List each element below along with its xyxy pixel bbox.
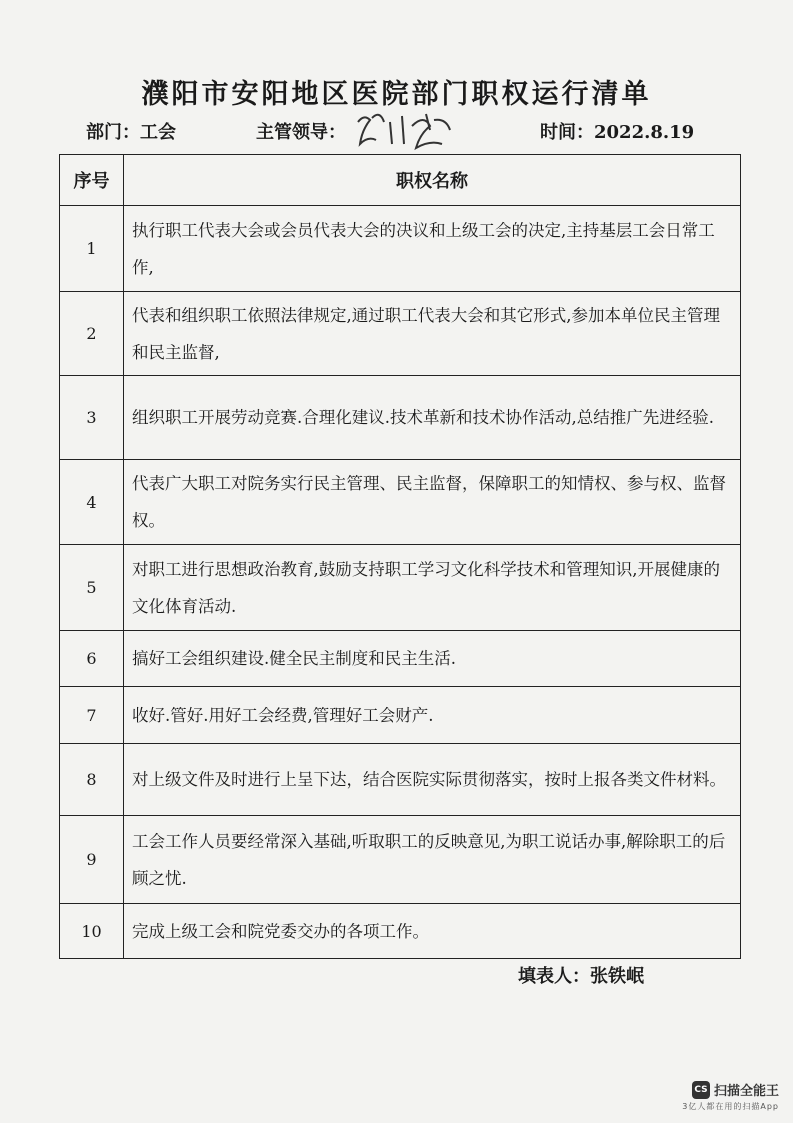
authority-table bbox=[59, 154, 741, 959]
header-authority-name: 职权名称 bbox=[124, 155, 741, 206]
camscanner-logo-icon: CS bbox=[692, 1081, 710, 1099]
table-row bbox=[60, 376, 741, 460]
scanner-watermark bbox=[682, 1080, 779, 1112]
table-row bbox=[60, 687, 741, 744]
table-row bbox=[60, 904, 741, 959]
row-number: 7 bbox=[60, 687, 124, 744]
form-filler: 填表人：张铁岷 bbox=[518, 966, 644, 987]
row-text: 对上级文件及时进行上呈下达，结合医院实际贯彻落实，按时上报各类文件材料。 bbox=[124, 744, 741, 816]
row-text: 代表和组织职工依照法律规定,通过职工代表大会和其它形式,参加本单位民主管理和民主监督, bbox=[124, 292, 741, 376]
document-title: 濮阳市安阳地区医院部门职权运行清单 bbox=[141, 79, 652, 110]
row-text: 完成上级工会和院党委交办的各项工作。 bbox=[124, 904, 741, 959]
supervisor-label: 主管领导： bbox=[256, 122, 346, 143]
row-text: 代表广大职工对院务实行民主管理、民主监督，保障职工的知情权、参与权、监督权。 bbox=[124, 460, 741, 545]
row-text: 执行职工代表大会或会员代表大会的决议和上级工会的决定,主持基层工会日常工作, bbox=[124, 206, 741, 292]
row-number: 6 bbox=[60, 631, 124, 687]
watermark-tagline: 3亿人都在用的扫描App bbox=[682, 1102, 779, 1111]
watermark-brand: 扫描全能王 bbox=[713, 1084, 779, 1099]
table-row bbox=[60, 292, 741, 376]
row-number: 10 bbox=[60, 904, 124, 959]
table-row bbox=[60, 631, 741, 687]
row-number: 4 bbox=[60, 460, 124, 545]
row-number: 8 bbox=[60, 744, 124, 816]
row-text: 工会工作人员要经常深入基础,听取职工的反映意见,为职工说话办事,解除职工的后顾之忧. bbox=[124, 816, 741, 904]
row-text: 搞好工会组织建设.健全民主制度和民主生活. bbox=[124, 631, 741, 687]
row-number: 2 bbox=[60, 292, 124, 376]
date-label: 时间：2022.8.19 bbox=[540, 122, 695, 143]
table-row bbox=[60, 744, 741, 816]
row-text: 组织职工开展劳动竞赛.合理化建议.技术革新和技术协作活动,总结推广先进经验. bbox=[124, 376, 741, 460]
row-number: 9 bbox=[60, 816, 124, 904]
supervisor-signature bbox=[350, 100, 460, 160]
table-header-row bbox=[60, 155, 741, 206]
header-serial: 序号 bbox=[60, 155, 124, 206]
row-text: 对职工进行思想政治教育,鼓励支持职工学习文化科学技术和管理知识,开展健康的文化体育活动. bbox=[124, 545, 741, 631]
row-number: 1 bbox=[60, 206, 124, 292]
table-row bbox=[60, 816, 741, 904]
row-number: 3 bbox=[60, 376, 124, 460]
table-row bbox=[60, 206, 741, 292]
row-text: 收好.管好.用好工会经费,管理好工会财产. bbox=[124, 687, 741, 744]
department-label: 部门：工会 bbox=[86, 122, 176, 143]
table-row bbox=[60, 460, 741, 545]
row-number: 5 bbox=[60, 545, 124, 631]
table-row bbox=[60, 545, 741, 631]
